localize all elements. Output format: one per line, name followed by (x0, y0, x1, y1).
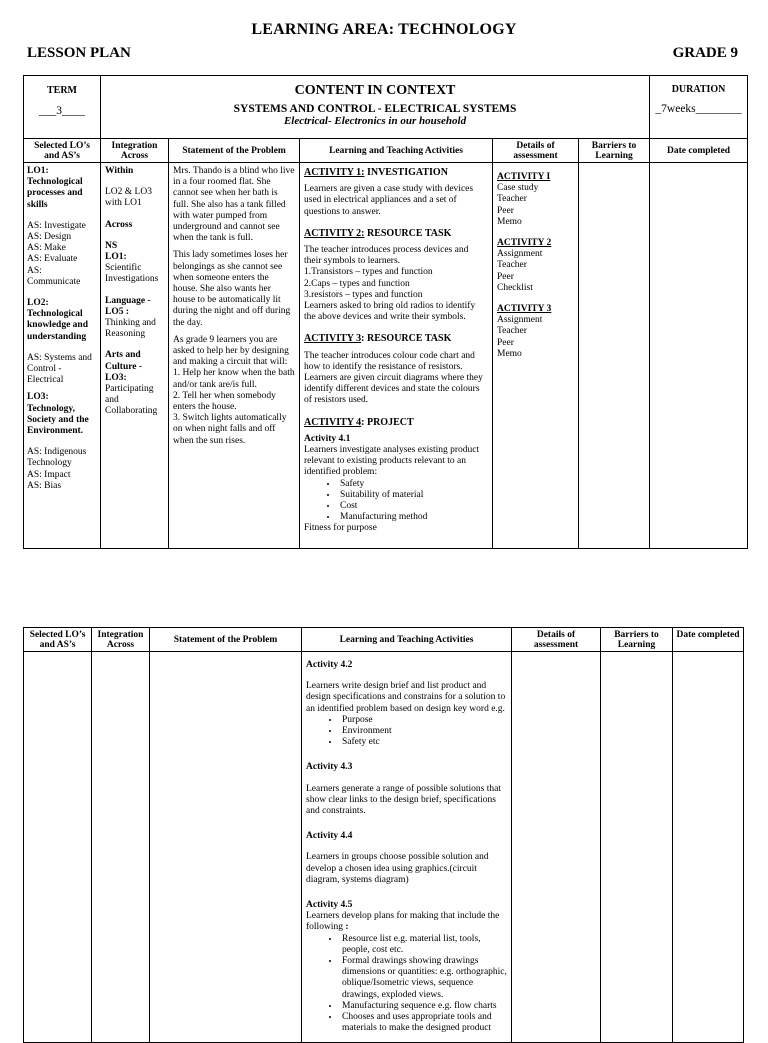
activity-1-label: ACTIVITY 1: (304, 167, 365, 178)
col-header-assessment: Details of assessment (493, 139, 579, 163)
col-header-activities: Learning and Teaching Activities (302, 628, 512, 652)
within-text: LO2 & LO3 with LO1 (105, 187, 152, 209)
col-header-barriers: Barriers to Learning (601, 628, 673, 652)
col-header-los: Selected LO’s and AS’s (24, 628, 92, 652)
assessment-item: Checklist (497, 282, 533, 293)
lo1-as: AS: Communicate (27, 265, 81, 287)
col-header-problem: Statement of the Problem (169, 139, 300, 163)
date-cell (673, 652, 744, 1043)
problem-paragraph: As grade 9 learners you are asked to help her by designing and making a circuit that will: (173, 334, 289, 368)
activity-4-1-text: Learners investigate analyses existing product relevant to existing products relevant to an identified problem: (304, 445, 480, 478)
problem-item: 3. Switch lights automatically on when night falls and off when the sun rises. (173, 413, 287, 446)
activity-4-3-text: Learners generate a range of possible solutions that show clear links to the design brief, specifications and constraints. (306, 783, 501, 817)
duration-cell (650, 76, 748, 139)
activity-3-title: : RESOURCE TASK (361, 333, 452, 345)
lo1-heading: LO1: Technological processes and skills (27, 166, 83, 210)
term-value: ___3____ (39, 105, 85, 117)
activity-4-2-list (306, 715, 507, 749)
assessment-item: Assignment (497, 249, 543, 260)
activity-2-line: 1.Transistors – types and function (304, 267, 433, 278)
problem-item: 2. Tell her when somebody enters the house. (173, 390, 276, 413)
activity-2-line: Learners asked to bring old radios to identify the above devices and write their symbols. (304, 301, 476, 323)
col-header-integration: Integration Across (92, 628, 150, 652)
lo1-as: AS: Evaluate (27, 254, 78, 265)
lo3-as: AS: Impact (27, 469, 71, 480)
assessment-item: Teacher (497, 194, 527, 205)
list-item: • Manufacturing sequence e.g. flow charts (340, 1001, 507, 1012)
grade-label: GRADE 9 (672, 45, 738, 61)
activity-2-title: RESOURCE TASK (364, 227, 452, 239)
activity-4-label: ACTIVITY 4 (304, 416, 362, 428)
activity-2-line: The teacher introduces process devices and their symbols to learners. (304, 245, 469, 267)
across-heading: Across (105, 219, 133, 230)
activity-4-3-heading: Activity 4.3 (306, 762, 353, 773)
col-header-activities: Learning and Teaching Activities (300, 139, 493, 163)
activity-4-heading (304, 417, 488, 428)
assessment-item: Peer (497, 271, 514, 282)
assessment-item: Teacher (497, 326, 527, 337)
within-heading: Within (105, 166, 134, 176)
integration-cell (92, 652, 150, 1043)
duration-value: _7weeks________ (655, 103, 742, 115)
arts-text: Participating and Collaborating (105, 384, 158, 417)
lo3-as: AS: Bias (27, 480, 62, 491)
activity-2-heading (304, 228, 488, 239)
barriers-cell (579, 163, 650, 549)
lo3-heading: LO3: Technology, Society and the Environment. (27, 392, 89, 437)
list-item: • Environment (340, 726, 507, 737)
ns-lo: LO1: (105, 252, 127, 263)
activity-4-2-heading: Activity 4.2 (306, 660, 353, 670)
col-header-problem: Statement of the Problem (150, 628, 302, 652)
activity-4-1-end: Fitness for purpose (304, 523, 377, 534)
list-item: • Suitability of material (338, 490, 488, 501)
col-header-barriers: Barriers to Learning (579, 139, 650, 163)
problem-paragraph: This lady sometimes loses her belongings as she cannot see when someone enters the house. She also wants her house to be automatically lit during the night and off during the day. (173, 250, 291, 328)
lesson-plan-table-continued (23, 627, 744, 1043)
term-label: TERM (47, 85, 77, 96)
los-cell (24, 163, 101, 549)
problem-paragraph: Mrs. Thando is a blind who live in a four roomed flat. She cannot see when her bath is full. She also has a tank filled with water pumped from underground and cannot see when the tank is full. (173, 166, 295, 244)
content-title: CONTENT IN CONTEXT (294, 83, 456, 98)
list-item: • Chooses and uses appropriate tools and materials to make the designed product (340, 1012, 507, 1034)
assessment-cell (512, 652, 601, 1043)
activity-4-2-text: Learners write design brief and list product and design specifications and constrains for a solution to an identified problem based on design key word e.g. (306, 681, 506, 714)
activity-4-5-list (306, 934, 507, 1035)
assessment-cell (493, 163, 579, 549)
lo1-as: AS: Investigate (27, 220, 86, 231)
assessment-activity-1: ACTIVITY I (497, 172, 551, 182)
activity-2-line: 3.resistors – types and function (304, 289, 423, 300)
language-heading: Language - LO5 : (105, 295, 151, 317)
ns-heading: NS (105, 240, 118, 251)
ns-text: Scientific Investigations (105, 263, 159, 285)
activity-3-heading (304, 333, 488, 344)
activity-1-title: INVESTIGATION (364, 167, 448, 178)
col-header-assessment: Details of assessment (512, 628, 601, 652)
activity-4-4-text: Learners in groups choose possible solution and develop a chosen idea using graphics.(circuit diagram, systems diagram) (306, 852, 489, 885)
activity-4-5-intro: Learners develop plans for making that include the following (306, 911, 500, 933)
activity-4-title: : PROJECT (361, 416, 414, 428)
activities-cell (302, 652, 512, 1043)
content-italic: Electrical- Electronics in our household (283, 115, 467, 127)
assessment-activity-3: ACTIVITY 3 (497, 304, 552, 315)
assessment-item: Memo (497, 216, 522, 227)
content-in-context-cell (101, 76, 650, 139)
lo1-as: AS: Design (27, 232, 72, 243)
lo2-heading: LO2: Technological knowledge and understanding (27, 298, 88, 342)
list-item: • Resource list e.g. material list, tools, people, cost etc. (340, 934, 507, 956)
activity-2-label: ACTIVITY 2: (304, 227, 365, 239)
duration-label: DURATION (671, 84, 726, 95)
list-item: • Formal drawings showing drawings dimensions or quantities: e.g. orthographic, oblique/Isometric views, sequence drawings, exploded views. (340, 956, 507, 1001)
activity-4-1-list (304, 479, 488, 524)
activity-4-4-heading: Activity 4.4 (306, 831, 353, 842)
term-cell (24, 76, 101, 139)
assessment-item: Teacher (497, 260, 527, 271)
assessment-activity-2: ACTIVITY 2 (497, 238, 552, 249)
activity-3-text: The teacher introduces colour code chart and how to identify the resistance of resistors. Learners are given circuit diagrams where they identify different devices and state the colours of resistors used. (304, 350, 483, 406)
list-item: • Safety etc (340, 737, 507, 748)
activity-4-5-text (306, 911, 507, 933)
lo3-as: AS: Indigenous Technology (27, 447, 87, 469)
date-cell (650, 163, 748, 549)
activity-4-5-colon: : (342, 922, 349, 933)
col-header-los: Selected LO’s and AS’s (24, 139, 101, 163)
assessment-item: Peer (497, 337, 514, 348)
problem-cell (150, 652, 302, 1043)
los-cell (24, 652, 92, 1043)
lesson-plan-label: LESSON PLAN (27, 45, 131, 61)
col-header-date: Date completed (673, 628, 744, 652)
activity-4-5-heading: Activity 4.5 (306, 900, 353, 911)
list-item: • Cost (338, 501, 488, 512)
activity-2-line: 2.Caps – types and function (304, 278, 410, 289)
activity-4-1-heading: Activity 4.1 (304, 433, 351, 444)
content-subtitle: SYSTEMS AND CONTROL - ELECTRICAL SYSTEMS (233, 103, 517, 115)
col-header-date: Date completed (650, 139, 748, 163)
assessment-item: Peer (497, 205, 514, 216)
document-title: LEARNING AREA: TECHNOLOGY (251, 21, 517, 38)
list-item: • Purpose (340, 715, 507, 726)
lo1-as: AS: Make (27, 243, 66, 254)
assessment-item: Case study (497, 183, 539, 194)
language-text: Thinking and Reasoning (105, 318, 156, 340)
list-item: • Safety (338, 479, 488, 490)
activity-1-text: Learners are given a case study with devices used in electrical appliances and a set of questions to answer. (304, 184, 474, 217)
activity-1-heading (304, 167, 488, 178)
problem-cell (169, 163, 300, 549)
integration-cell (101, 163, 169, 549)
lo2-as: AS: Systems and Control - Electrical (27, 352, 92, 386)
barriers-cell (601, 652, 673, 1043)
problem-item: 1. Help her know when the bath and/or tank are/is full. (173, 368, 295, 390)
list-item: • Manufacturing method (338, 512, 488, 523)
activity-3-label: ACTIVITY 3 (304, 333, 362, 345)
lesson-plan-table (23, 75, 748, 549)
arts-heading: Arts and Culture - LO3: (105, 350, 143, 383)
col-header-integration: Integration Across (101, 139, 169, 163)
activities-cell (300, 163, 493, 549)
assessment-item: Memo (497, 348, 522, 359)
assessment-item: Assignment (497, 315, 543, 326)
